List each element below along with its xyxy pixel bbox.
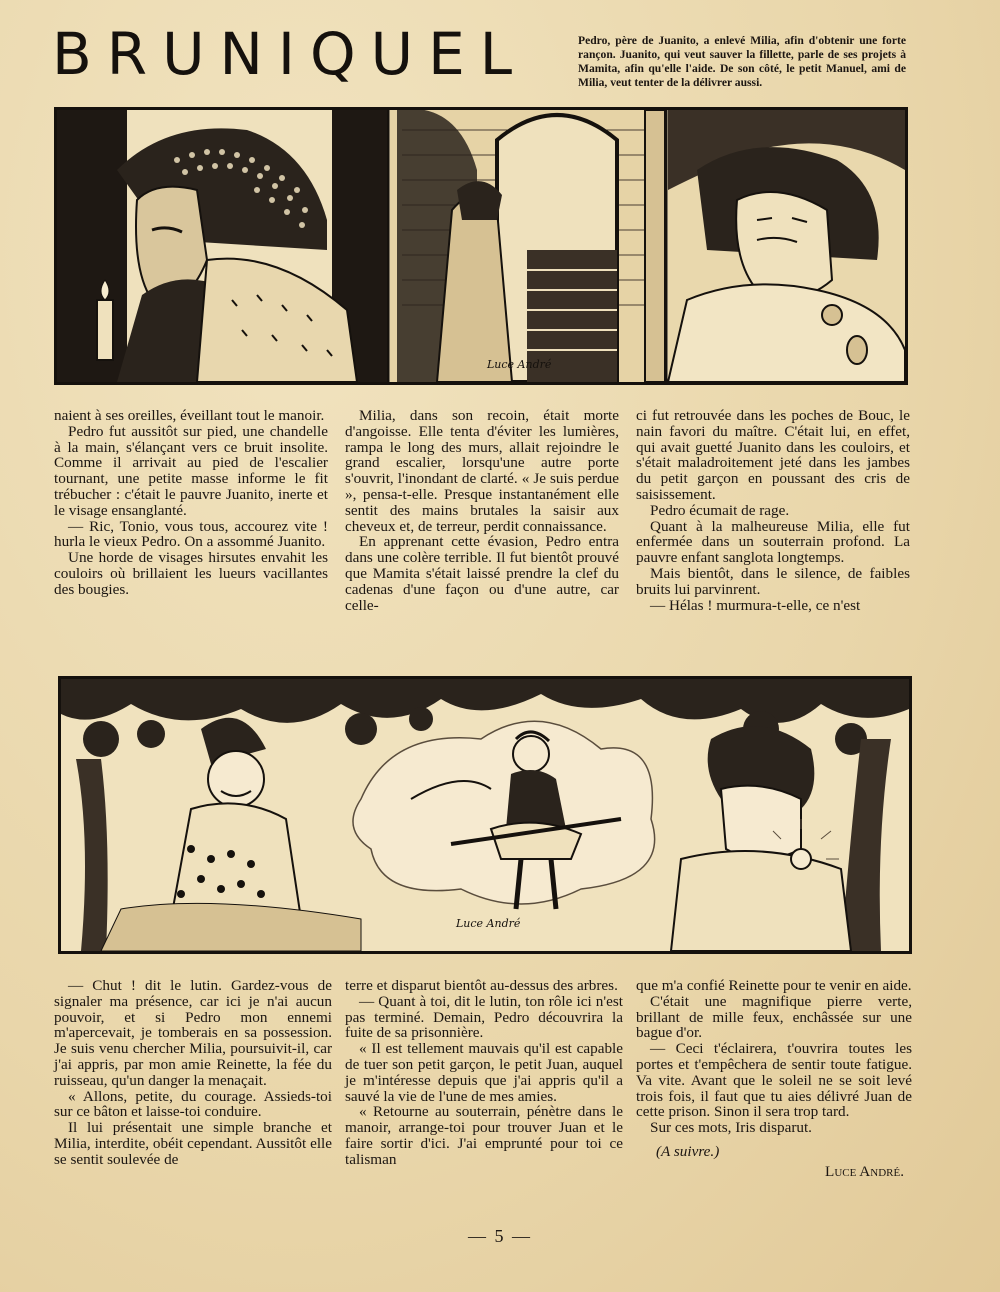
section2-column-1 <box>54 978 332 1168</box>
forest-fairy-illustration <box>61 679 909 951</box>
author-signature: Luce André. <box>825 1162 904 1180</box>
paragraph: Il lui présentait une simple branche et Milia, interdite, obéit cependant. Aussitôt elle se sentit soulevée de <box>54 1119 332 1168</box>
paragraph: En apprenant cette évasion, Pedro entra dans une colère terrible. Il fut bientôt prouvé que Mamita s'était laissé prendre la clef du cadenas d'une façon ou d'une autre, car celle- <box>345 533 619 614</box>
paragraph: — Chut ! dit le lutin. Gardez-vous de signaler ma présence, car ici je n'ai aucun pouvoir, et si Pedro mon ennemi m'apercevait, je tomberais en sa possession. Je suis venu chercher Milia, poursuivit-il, car j'ai appris, par mon amie Reinette, la fée du ruisseau, qu'un danger la menaçait. <box>54 977 332 1089</box>
section1-column-1 <box>54 408 328 598</box>
story-title: BRUNIQUEL <box>52 20 528 88</box>
paragraph: « Allons, petite, du courage. Assieds-toi sur ce bâton et laisse-toi conduire. <box>54 1087 332 1121</box>
paragraph: « Retourne au souterrain, pénètre dans le manoir, arrange-toi pour trouver Juan et le faire sortir d'ici. J'ai emprunté pour toi ce talisman <box>345 1103 623 1168</box>
paragraph: terre et disparut bientôt au-dessus des arbres. <box>345 977 618 994</box>
paragraph: que m'a confié Reinette pour te venir en aide. <box>636 977 912 994</box>
paragraph: ci fut retrouvée dans les poches de Bouc, le nain favori du maître. C'était lui, en effet, qui avait guetté Juanito dans les couloirs, et s'était maladroitement jeté dans les jambes du petit garçon en poussant des cris de saisissement. <box>636 407 910 503</box>
paragraph: — Quant à toi, dit le lutin, ton rôle ici n'est pas terminé. Demain, Pedro découvrira la fuite de sa prisonnière. <box>345 992 623 1042</box>
paragraph: Quant à la malheureuse Milia, elle fut enfermée dans un souterrain profond. La pauvre enfant sanglota longtemps. <box>636 517 910 567</box>
section2-column-2 <box>345 978 623 1168</box>
section1-column-2 <box>345 408 619 613</box>
paragraph: Sur ces mots, Iris disparut. <box>650 1119 812 1137</box>
to-be-continued: (A suivre.) <box>656 1142 720 1160</box>
castle-scene-illustration <box>57 110 905 382</box>
top-illustration-signature: Luce André <box>487 358 552 371</box>
bottom-illustration-signature: Luce André <box>456 917 521 930</box>
section2-column-3 <box>636 978 912 1180</box>
top-illustration-strip <box>54 107 908 385</box>
section1-column-3 <box>636 408 910 613</box>
paragraph: — Ceci t'éclairera, t'ouvrira toutes les portes et t'empêchera de sentir toute fatigue. Va vite. Avant que le soleil ne se soit levé trois fois, il faut que tu aies délivré Juan de cette prison. Sinon il sera trop tard. <box>636 1040 912 1121</box>
story-summary: Pedro, père de Juanito, a enlevé Milia, afin d'obtenir une forte rançon. Juanito, qui veut sauver la fillette, parle de ses projets à Mamita, afin qu'elle l'aide. De son côté, le petit Manuel, ami de Milia, veut tenter de la délivrer aussi. <box>578 34 906 89</box>
paragraph: C'était une magnifique pierre verte, brillant de mille feux, enchâssée sur une bague d'or. <box>636 992 912 1042</box>
paragraph: Une horde de visages hirsutes envahit les couloirs où brillaient les lueurs vacillantes des bougies. <box>54 549 328 598</box>
page-number: — 5 — <box>468 1226 532 1246</box>
paragraph: Pedro fut aussitôt sur pied, une chandelle à la main, s'élançant vers ce bruit insolite. Comme il arrivait au pied de l'escalier tournant, une petite masse informe le fit trébucher : c'était le pauvre Juanito, inerte et le visage ensanglanté. <box>54 422 328 519</box>
paragraph: « Il est tellement mauvais qu'il est capable de tuer son petit garçon, le petit Juan, auquel je m'intéresse depuis que j'ai appris qu'il a sauvé la vie de l'une de mes amies. <box>345 1040 623 1105</box>
bottom-illustration-strip <box>58 676 912 954</box>
paragraph: naient à ses oreilles, éveillant tout le manoir. <box>54 407 325 424</box>
paragraph: Pedro écumait de rage. <box>650 501 790 519</box>
paragraph: — Hélas ! murmura-t-elle, ce n'est <box>650 596 861 614</box>
paragraph: — Ric, Tonio, vous tous, accourez vite ! hurla le vieux Pedro. On a assommé Juanito. <box>54 517 328 551</box>
paragraph: Mais bientôt, dans le silence, de faibles bruits lui parvinrent. <box>636 564 910 598</box>
paragraph: Milia, dans son recoin, était morte d'angoisse. Elle tenta d'éviter les lumières, rampa le long des murs, allait rejoindre le grand escalier, lorsqu'une autre porte s'ouvrit, l'inondant de clarté. « Je suis perdue », pensa-t-elle. Presque instantanément elle sentit des mains brutales la saisir aux cheveux et, de terreur, perdit connaissance. <box>345 407 619 535</box>
